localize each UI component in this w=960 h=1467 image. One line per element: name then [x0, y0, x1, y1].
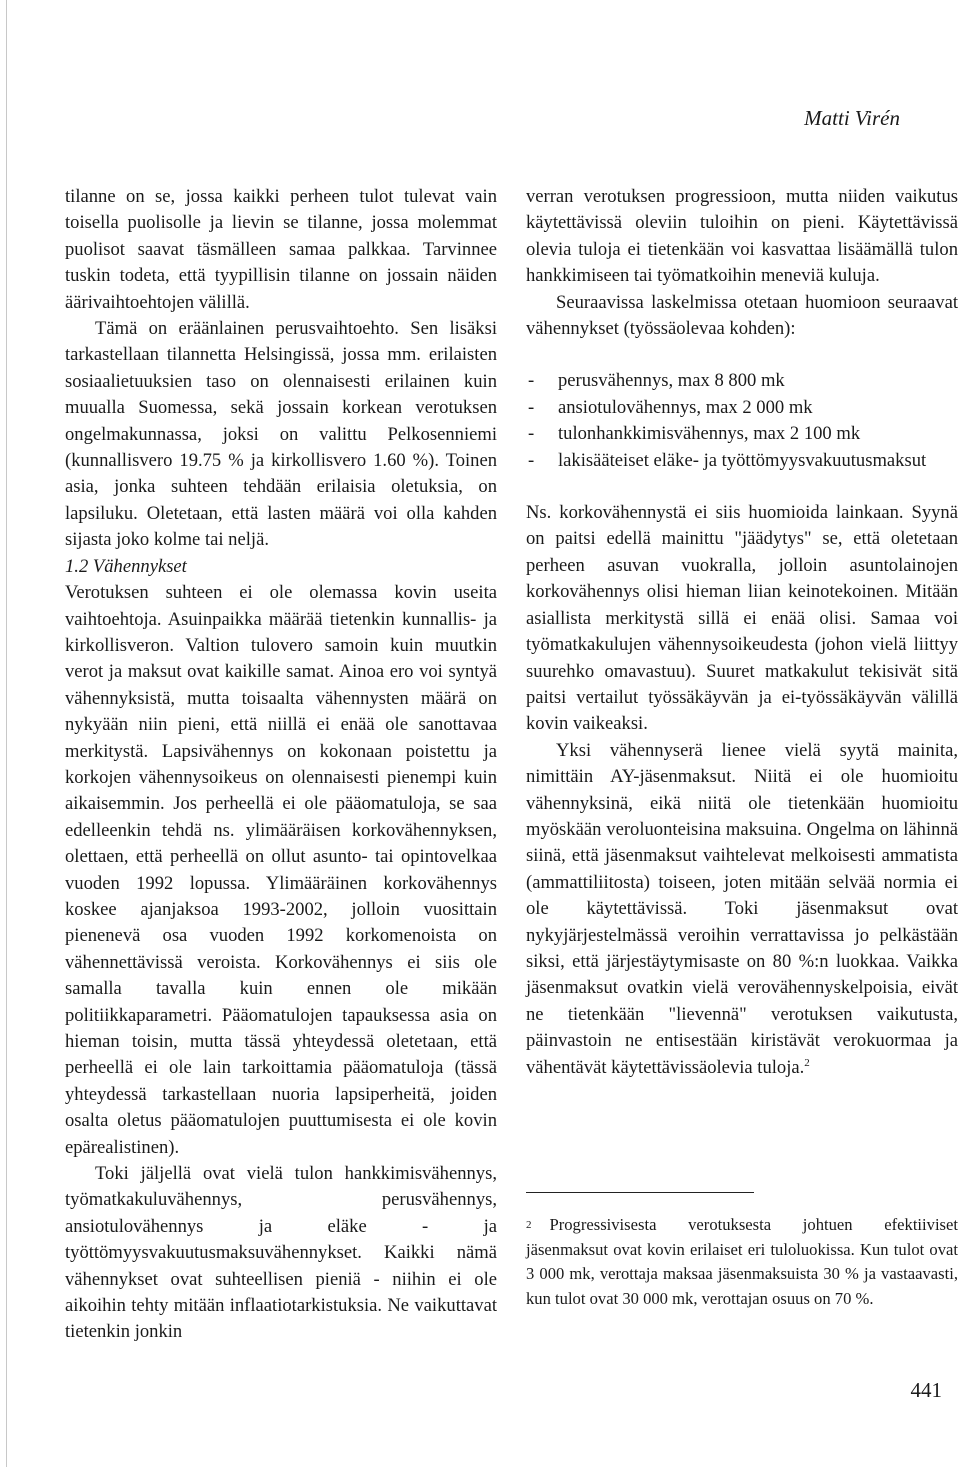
section-heading: 1.2 Vähennykset: [65, 555, 187, 577]
left-column: [65, 184, 497, 1346]
left-paragraph-1: tilanne on se, jossa kaikki perheen tulot tulevat vain toisella puolisolle ja lievin se tilanne, jossa molemmat puolisot saavat täsmälleen samaa palkkaa. Tarvinnee tuskin todeta, että tyypillisin tilanne on jossain näiden äärivaihtoehtojen välillä.: [65, 186, 497, 313]
footnote-mark: 2: [526, 1219, 532, 1231]
right-column: [526, 184, 958, 1081]
page-edge-rule: [6, 0, 7, 1467]
footnote-reference: 2: [804, 1056, 810, 1069]
page-number: 441: [910, 1378, 942, 1402]
left-paragraph-4: Toki jäljellä ovat vielä tulon hankkimisvähennys, työmatkakuluvähennys, perusvähennys, ansiotulovähennys ja eläke - ja työttömyysvakuutusmaksuvähennykset. Kaikki nämä vähennykset ovat suhteellisen pieniä - niihin ei ole aikoihin tehty mitään inflaatiotarkistuksia. Ne vaikuttavat tietenkin jonkin: [65, 1163, 497, 1343]
right-paragraph-2: Seuraavissa laskelmissa otetaan huomioon seuraavat vähennykset (työssäolevaa kohden):: [526, 291, 958, 340]
deduction-list: [526, 368, 958, 474]
right-paragraph-4-text: Yksi vähennyserä lienee vielä syytä mainita, nimittäin AY-jäsenmaksut. Niitä ei ole huomioitu vähennyksinä, eikä niitä ole tietenkään huomioitu myöskään veroluonteisina maksuina. Ongelma on lähinnä siinä, että jäsenmaksut vaihtelevat melkoisesti ammatista (ammattiliitosta) toiseen, joten mitään selvää normia ei ole käytettävissä. Toki jäsenmaksut ovat nykyjärjestelmässä veroihin verrattavissa jo pelkästään siksi, että järjestäytymisaste on 80 %:n luokkaa. Vaikka jäsenmaksut ovatkin vielä verovähennyskelpoisia, eivät ne tietenkään "lievennä" verotuksen vaikutusta, päinvastoin ne entisestään kiristävät verokuormaa ja vähentävät käytettävissäolevia tuloja.: [526, 739, 958, 1078]
right-paragraph-3: Ns. korkovähennystä ei siis huomioida lainkaan. Syynä on paitsi edellä mainittu "jäädytys" se, että oletetaan perheen asuvan vuokralla, jolloin asuntolainojen korkovähennys olisi hieman liian keinotekoinen. Mitään asiallista merkitystä sillä ei enää olisi. Samaa voi työmatkakulujen vähennysoikeudesta (johon vielä liittyy suurehko omavastuu). Suuret matkakulut tekisivät sitä paitsi vertailut työssäkäyvän ja ei-työssäkäyvän välillä kovin vaikeaksi.: [526, 502, 958, 735]
footnote: [526, 1213, 958, 1311]
list-item: - tulonhankkimisvähennys, max 2 100 mk: [526, 421, 958, 447]
left-paragraph-3: Verotuksen suhteen ei ole olemassa kovin useita vaihtoehtoja. Asuinpaikka määrää tietenkin kunnallis- ja kirkollisveron. Valtion tulovero samoin kuin muutkin verot ja maksut ovat kaikille samat. Ainoa ero voi syntyä vähennyksistä, mutta toisaalta vähennysten määrä on nykyään niin pieni, että niillä ei enää ole sanottavaa merkitystä. Lapsivähennys on kokonaan poistettu ja korkojen vähennysoikeus on olennaisesti pienempi kuin aikaisemmin. Jos perheellä ei ole pääomatuloja, se saa edelleenkin tehdä ns. ylimääräisen korkovähennyksen, olettaen, että perheellä on ollut asunto- tai opintovelkaa vuoden 1992 lopussa. Ylimääräinen korkovähennys koskee ajanjaksoa 1993-2002, jolloin vuosittain pienenevä osa vuoden 1992 korkomenoista on vähennettävissä veroista. Korkovähennys ei siis ole samalla tavalla kuin ennen ole mikään politiikkaparametri. Pääomatulojen tapauksessa asia on hieman toisin, mutta tässä yhteydessä oletetaan, että perheellä ei ole lain tarkoittamia pääomatuloja (tässä yhteydessä tarkastellaan nuoria lapsiperheitä, joiden osalta oletus pääomatulojen puuttumisesta ei ole kovin epärealistinen).: [65, 582, 497, 1158]
footnote-text: Progressivisesta verotuksesta johtuen efektiiviset jäsenmaksut ovat kovin erilaiset eri tuloluokissa. Kun tulot ovat 3 000 mk, verottaja maksaa jäsenmaksuista 30 % ja vastaavasti, kun tulot ovat 30 000 mk, verottajan osuus on 70 %.: [526, 1215, 958, 1308]
right-paragraph-4: [526, 738, 958, 1081]
left-paragraph-2: Tämä on eräänlainen perusvaihtoehto. Sen lisäksi tarkastellaan tilannetta Helsingissä, jossa mm. erilaisten sosiaalietuuksien taso on olennaisesti erilainen kuin muualla Suomessa, sekä jossain korkean verotuksen ongelmakunnassa, joksi on valittu Pelkosenniemi (kunnallisvero 19.75 % ja kirkollisvero 1.60 %). Toinen asia, jonka suhteen tehdään erilaisia oletuksia, on lapsiluku. Oletetaan, että lasten määrä voi olla kahden sijasta joko kolme tai neljä.: [65, 318, 497, 551]
footnote-separator: [526, 1192, 754, 1193]
running-head-author: Matti Virén: [804, 106, 900, 130]
list-item: - ansiotulovähennys, max 2 000 mk: [526, 395, 958, 421]
list-item: - lakisääteiset eläke- ja työttömyysvakuutusmaksut: [526, 448, 958, 474]
right-paragraph-1: verran verotuksen progressioon, mutta niiden vaikutus käytettävissä oleviin tuloihin on pieni. Käytettävissä olevia tuloja ei tietenkään voi kasvattaa lisäämällä tulon hankkimiseen tai työmatkoihin meneviä kuluja.: [526, 186, 958, 287]
list-item: - perusvähennys, max 8 800 mk: [526, 368, 958, 394]
